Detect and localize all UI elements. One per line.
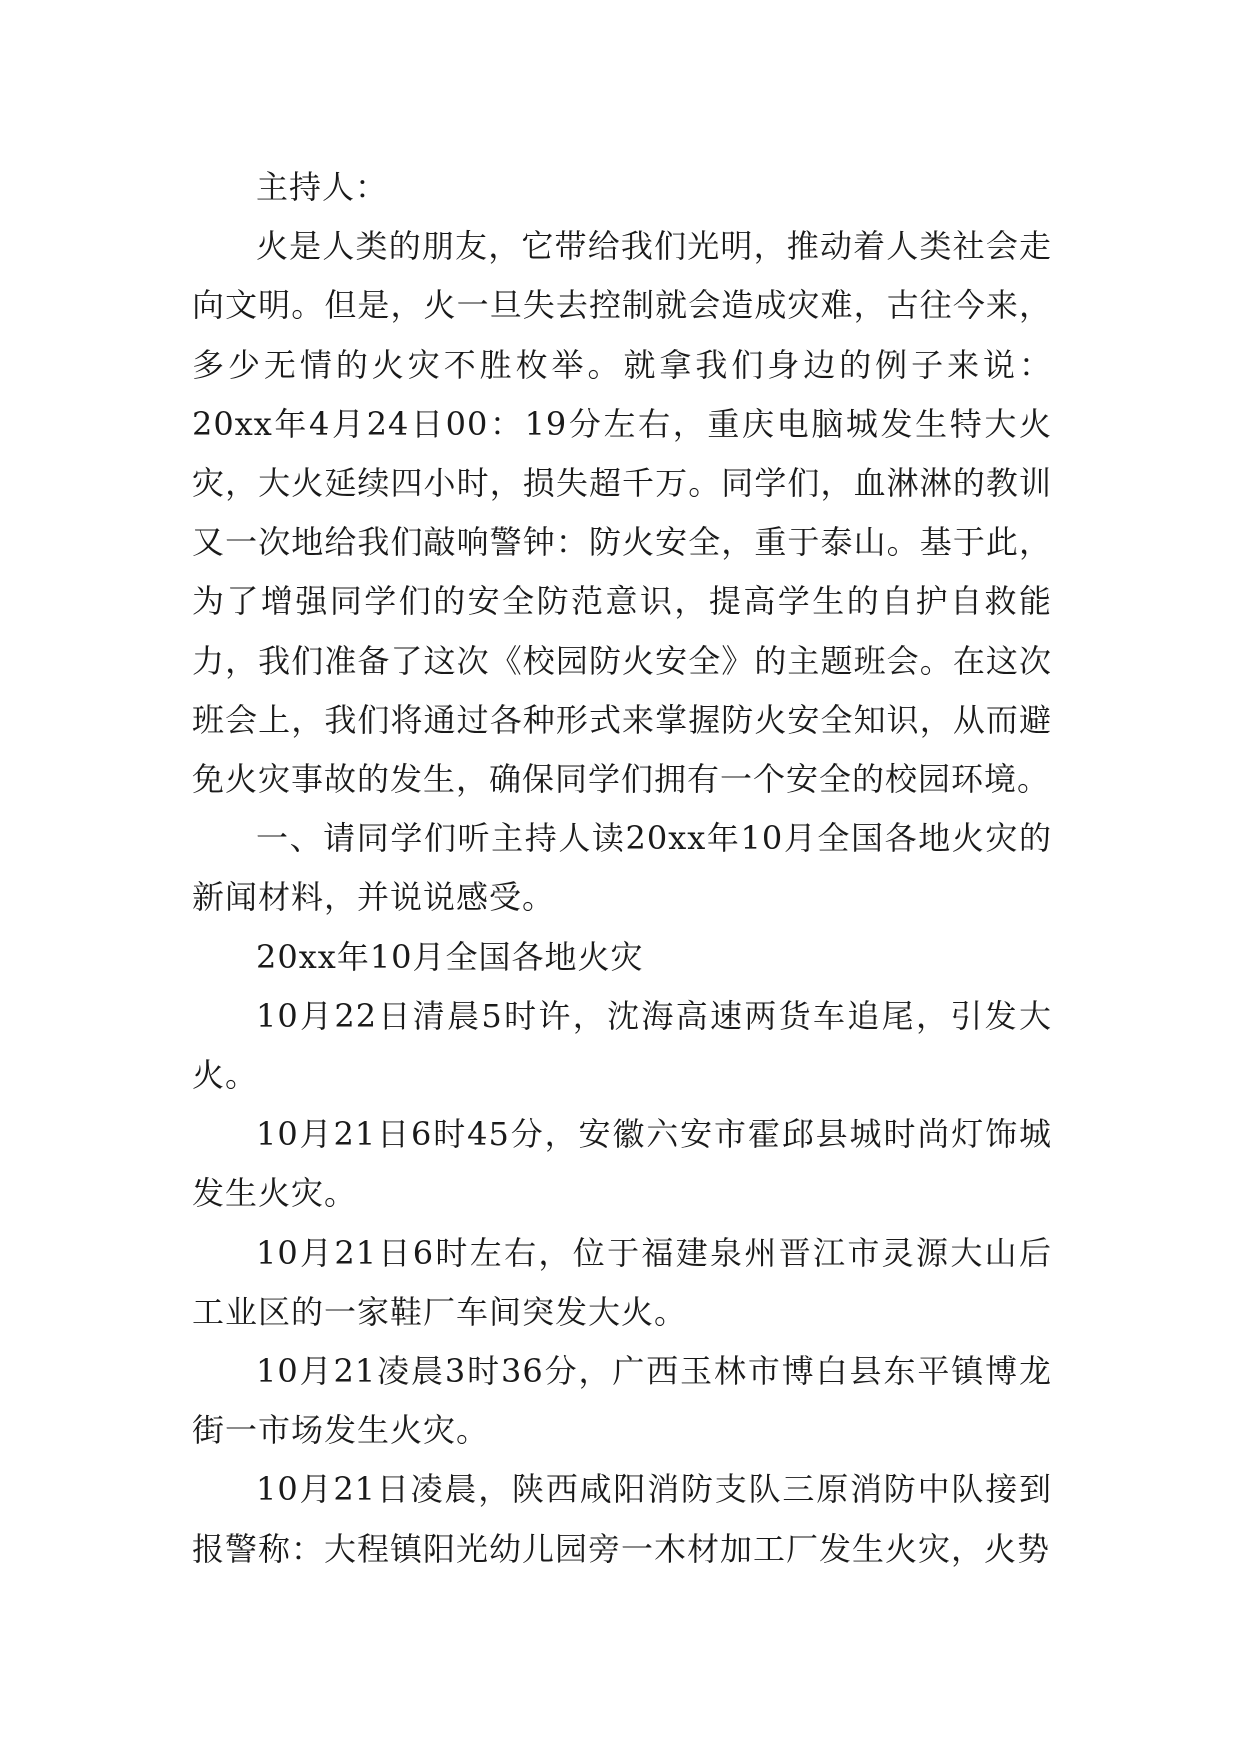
news-item: 10月21日6时左右，位于福建泉州晋江市灵源大山后工业区的一家鞋厂车间突发大火。 — [192, 1233, 1052, 1331]
news-item: 10月21凌晨3时36分，广西玉林市博白县东平镇博龙街一市场发生火灾。 — [192, 1352, 1052, 1450]
news-item: 10月21日6时45分，安徽六安市霍邱县城时尚灯饰城发生火灾。 — [192, 1115, 1052, 1213]
news-title: 20xx年10月全国各地火灾 — [256, 937, 644, 976]
document-body — [192, 158, 1052, 1579]
news-item: 10月21日凌晨，陕西咸阳消防支队三原消防中队接到报警称：大程镇阳光幼儿园旁一木材加工厂发生火灾，火势 — [192, 1470, 1052, 1568]
section-one-heading: 一、请同学们听主持人读20xx年10月全国各地火灾的新闻材料，并说说感受。 — [192, 819, 1052, 917]
intro-paragraph: 火是人类的朋友，它带给我们光明，推动着人类社会走向文明。但是，火一旦失去控制就会造成灾难，古往今来，多少无情的火灾不胜枚举。就拿我们身边的例子来说：20xx年4月24日00：19分左右，重庆电脑城发生特大火灾，大火延续四小时，损失超千万。同学们，血淋淋的教训又一次地给我们敲响警钟：防火安全，重于泰山。基于此，为了增强同学们的安全防范意识，提高学生的自护自救能力，我们准备了这次《校园防火安全》的主题班会。在这次班会上，我们将通过各种形式来掌握防火安全知识，从而避免火灾事故的发生，确保同学们拥有一个安全的校园环境。 — [192, 227, 1052, 799]
news-item: 10月22日清晨5时许，沈海高速两货车追尾，引发大火。 — [192, 996, 1052, 1095]
host-heading: 主持人： — [256, 168, 389, 206]
